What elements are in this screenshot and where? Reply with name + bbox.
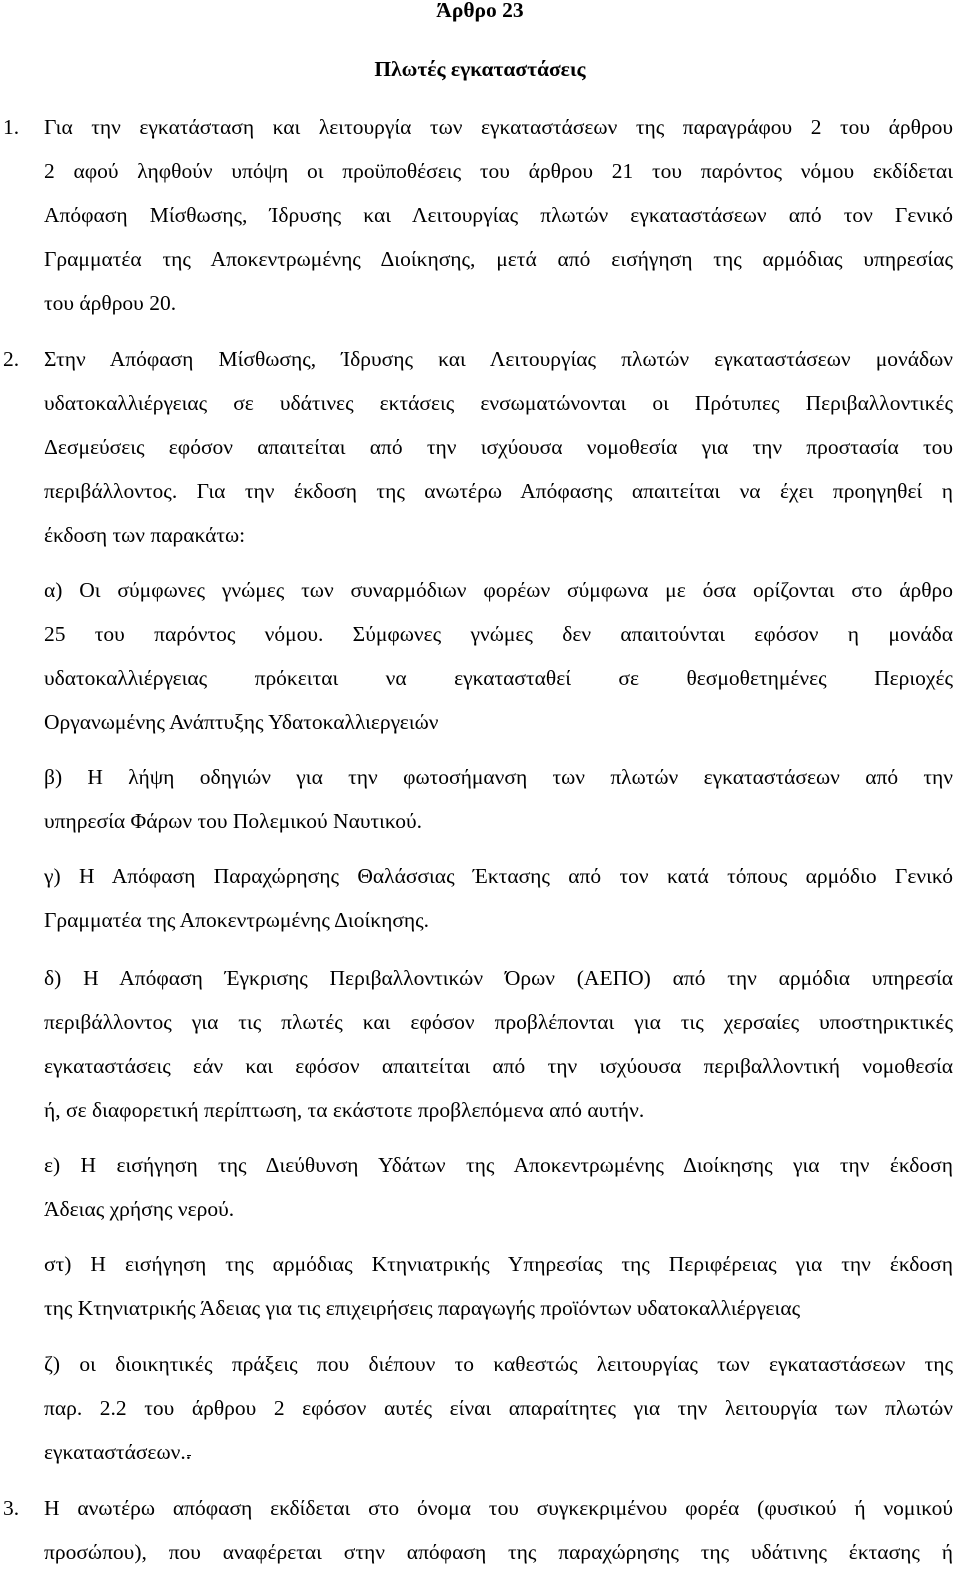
list-item-line: β) Η λήψη οδηγιών για την φωτοσήμανση των πλωτών εγκαταστάσεων από την: [44, 765, 953, 789]
paragraph-number: 3.: [3, 1496, 20, 1520]
list-item-line: Οργανωμένης Ανάπτυξης Υδατοκαλλιεργειών: [44, 710, 439, 734]
paragraph-line: Για την εγκατάσταση και λειτουργία των εγκαταστάσεων της παραγράφου 2 του άρθρου: [44, 115, 953, 139]
paragraph-line: Στην Απόφαση Μίσθωσης, Ίδρυσης και Λειτουργίας πλωτών εγκαταστάσεων μονάδων: [44, 347, 953, 371]
list-item-line: γ) Η Απόφαση Παραχώρησης Θαλάσσιας Έκτασης από τον κατά τόπους αρμόδιο Γενικό: [44, 864, 953, 888]
list-item-line: υπηρεσία Φάρων του Πολεμικού Ναυτικού.: [44, 809, 423, 833]
list-item-text: εγκαταστάσεων.: [44, 1440, 186, 1464]
paragraph-line: υδατοκαλλιέργειας σε υδάτινες εκτάσεις ενσωματώνονται οι Πρότυπες Περιβαλλοντικές: [44, 391, 953, 415]
paragraph-line: προσώπου), που αναφέρεται στην απόφαση της παραχώρησης της υδάτινης έκτασης ή: [44, 1540, 953, 1564]
paragraph-line: έκδοση των παρακάτω:: [44, 523, 246, 547]
paragraph-line: Η ανωτέρω απόφαση εκδίδεται στο όνομα του συγκεκριμένου φορέα (φυσικού ή νομικού: [44, 1496, 953, 1520]
article-title: Πλωτές εγκαταστάσεις: [374, 57, 586, 81]
list-item-line: στ) Η εισήγηση της αρμόδιας Κτηνιατρικής Υπηρεσίας της Περιφέρειας για την έκδοση: [44, 1252, 953, 1276]
list-item-line: ζ) οι διοικητικές πράξεις που διέπουν το καθεστώς λειτουργίας των εγκαταστάσεων της: [44, 1352, 953, 1376]
struck-text: .: [185, 1440, 192, 1464]
list-item-line: ε) Η εισήγηση της Διεύθυνση Υδάτων της Αποκεντρωμένης Διοίκησης για την έκδοση: [44, 1153, 953, 1177]
list-item-line: [44, 1438, 953, 1466]
list-item-line: υδατοκαλλιέργειας πρόκειται να εγκατασταθεί σε θεσμοθετημένες Περιοχές: [44, 666, 953, 690]
list-item-line: Γραμματέα της Αποκεντρωμένης Διοίκησης.: [44, 908, 430, 932]
paragraph-number: 1.: [3, 115, 20, 139]
paragraph-number: 2.: [3, 347, 20, 371]
list-item-line: α) Οι σύμφωνες γνώμες των συναρμόδιων φορέων σύμφωνα με όσα ορίζονται στο άρθρο: [44, 578, 953, 602]
list-item-line: της Κτηνιατρικής Άδειας για τις επιχειρήσεις παραγωγής προϊόντων υδατοκαλλιέργειας: [44, 1296, 801, 1320]
list-item-line: Άδειας χρήσης νερού.: [44, 1197, 235, 1221]
list-item-line: περιβάλλοντος για τις πλωτές και εφόσον προβλέπονται για τις χερσαίες υποστηρικτικές: [44, 1010, 953, 1034]
paragraph-line: Δεσμεύσεις εφόσον απαιτείται από την ισχύουσα νομοθεσία για την προστασία του: [44, 435, 953, 459]
list-item-line: δ) Η Απόφαση Έγκρισης Περιβαλλοντικών Όρων (ΑΕΠΟ) από την αρμόδια υπηρεσία: [44, 966, 953, 990]
list-item-line: παρ. 2.2 του άρθρου 2 εφόσον αυτές είναι απαραίτητες για την λειτουργία των πλωτών: [44, 1396, 953, 1420]
paragraph-line: Γραμματέα της Αποκεντρωμένης Διοίκησης, μετά από εισήγηση της αρμόδιας υπηρεσίας: [44, 247, 953, 271]
paragraph-line: 2 αφού ληφθούν υπόψη οι προϋποθέσεις του άρθρου 21 του παρόντος νόμου εκδίδεται: [44, 159, 953, 183]
paragraph-line: του άρθρου 20.: [44, 291, 177, 315]
list-item-line: ή, σε διαφορετική περίπτωση, τα εκάστοτε προβλεπόμενα από αυτήν.: [44, 1098, 645, 1122]
paragraph-line: περιβάλλοντος. Για την έκδοση της ανωτέρω Απόφασης απαιτείται να έχει προηγηθεί η: [44, 479, 953, 503]
paragraph-line: Απόφαση Μίσθωσης, Ίδρυσης και Λειτουργίας πλωτών εγκαταστάσεων από τον Γενικό: [44, 203, 953, 227]
list-item-line: 25 του παρόντος νόμου. Σύμφωνες γνώμες δεν απαιτούνται εφόσον η μονάδα: [44, 622, 953, 646]
list-item-line: εγκαταστάσεις εάν και εφόσον απαιτείται από την ισχύουσα περιβαλλοντική νομοθεσία: [44, 1054, 953, 1078]
article-number: Άρθρο 23: [436, 0, 524, 22]
